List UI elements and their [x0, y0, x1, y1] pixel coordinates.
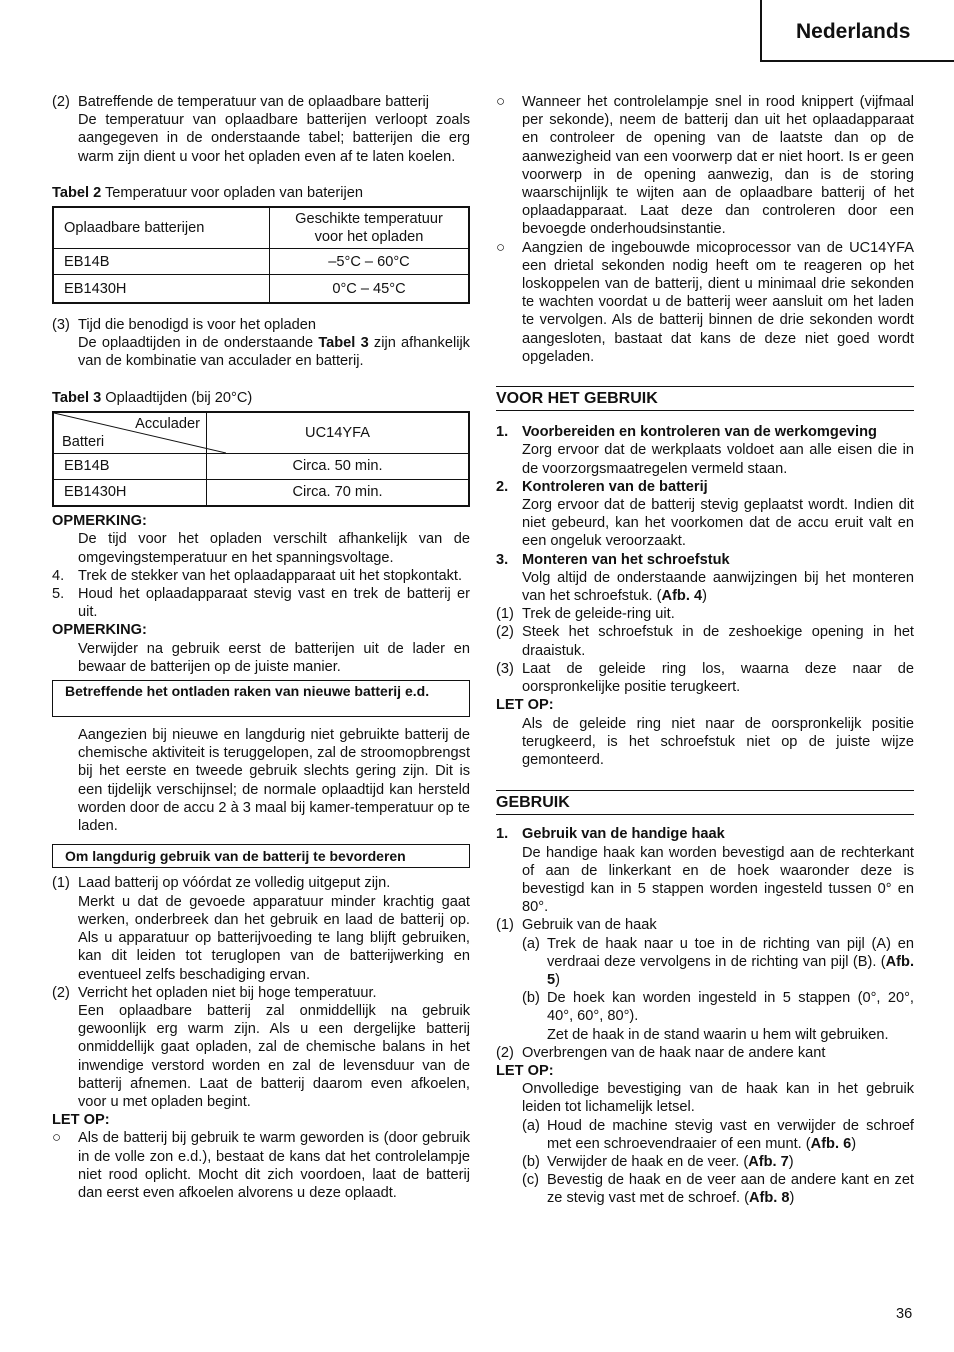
sub-item-letter: (c) — [522, 1172, 540, 1189]
item-text: Zorg ervoor dat de batterij stevig geplaatst wordt. Indien dit niet gebeurd, kan het voorkomen dat de accu eruit valt en een ongeluk veroorzaakt. — [522, 497, 914, 550]
item-number: (2) — [496, 1044, 514, 1061]
note-label-text: OPMERKING — [52, 513, 142, 530]
note-label: OPMERKING: — [52, 622, 147, 639]
item-title: Verricht het opladen niet bij hoge temperatuur. — [78, 984, 377, 1001]
section-charging-time — [52, 316, 470, 334]
item-text — [496, 569, 914, 605]
table2-caption-text: Temperatuur voor opladen van baterijen — [101, 184, 363, 201]
item-text: Een oplaadbare batterij zal onmiddellijk na gebruik gewoonlijk erg warm zijn. Als u een dergelijke batterij onmiddellijk gaat opladen, zal de chemische balans in het inwendige verstord worden en zal de levensduur van de batterij afnemen. Laat de batterij daarom even afkoelen, voor u met opladen begint. — [78, 1002, 470, 1110]
caution-label-text: LET OP — [496, 1062, 549, 1079]
charging-time-text — [52, 334, 470, 370]
diag-top-label: Acculader — [135, 415, 200, 432]
bullet-item — [52, 1129, 470, 1202]
list-item — [496, 605, 914, 623]
table3-caption-text: Oplaadtijden (bij 20°C) — [101, 389, 253, 406]
table-row — [53, 453, 469, 479]
note-label: OPMERKING: — [52, 513, 147, 530]
boxed-text: Aangezien bij nieuwe en langdurig niet gebruikte batterij de chemische aktiviteit is teruggelopen, zal de stroomopbrengst bij het eerste en tweede gebruik slechts gering zijn. Dit is een tijdelijk verschijnsel; de normale oplaadtijd kan hersteld worden door de accu 2 à 3 maal bij kamer-temperatuur op te laden. — [78, 727, 470, 835]
section-title: Batreffende de temperatuur van de oplaadbare batterij — [78, 94, 430, 110]
circle-bullet-icon: ○ — [52, 1129, 62, 1147]
text-run: De oplaadtijden in de onderstaande — [78, 335, 319, 352]
list-item — [52, 984, 470, 1002]
section-title: Tijd die benodigd is voor het opladen — [78, 316, 316, 333]
table2-header-battery: Oplaadbare batterijen — [53, 207, 270, 249]
item-number: (1) — [496, 606, 514, 623]
item-text: Als de batterij bij gebruik te warm geworden is (door gebruik in de volle zon e.d.), bestaat de kans dat het controlelampje niet rood oplicht. Mocht dit zich voordoen, laat de batterij dan eerst even afkoelen alvorens u deze oplaadt. — [78, 1130, 470, 1201]
list-item — [496, 916, 914, 934]
bullet-item — [496, 239, 914, 366]
table2-caption — [52, 184, 470, 202]
sub-item-letter: (b) — [522, 990, 540, 1007]
list-item — [496, 478, 914, 496]
text-run: Verwijder de haak en de veer. ( — [547, 1153, 749, 1170]
figure-ref: Afb. 7 — [748, 1153, 789, 1170]
section-heading: VOOR HET GEBRUIK — [496, 386, 914, 411]
text-run: ) — [851, 1135, 857, 1152]
item-title: Voorbereiden en kontroleren van de werkomgeving — [522, 424, 877, 441]
item-number: (2) — [496, 624, 514, 641]
item-text: Merkt u dat de gevoede apparatuur minder krachtig gaat werken, onderbreek dan het gebruik en laad de batterij op. Als u apparatuur op batterijvoeding te lang blijft gebruiken, kan dit leiden tot teruglopen van de batterijwerking en eventueel zelfs beschadiging ervan. — [78, 893, 470, 983]
item-number: 1. — [496, 424, 509, 441]
list-item — [496, 623, 914, 659]
item-title: Monteren van het schroefstuk — [522, 551, 730, 568]
figure-ref: Afb. 5 — [547, 953, 914, 988]
text-run: ) — [788, 1153, 794, 1170]
sub-item — [496, 1153, 914, 1171]
item-text: Aangzien de ingebouwde micoprocessor van de UC14YFA een drietal sekonden nodig heeft om te reageren op het loskoppelen van de batterij, dient u minimaal drie sekonden te wachten voordat u de batterij weer aansluit om het laden te vervolgen. Als de batterij binnen de drie sekonden wordt aangesloten, bastaat dat kans de deze niet goed wordt opgeladen. — [522, 239, 914, 365]
caution-label: LET OP: — [496, 1062, 554, 1079]
sub-item-letter: (a) — [522, 1117, 540, 1134]
table3-caption-label: Tabel 3 — [52, 389, 102, 406]
table-row — [53, 275, 469, 303]
table-ref: Tabel 3 — [318, 335, 369, 352]
list-item — [496, 551, 914, 569]
item-number: (1) — [496, 917, 514, 934]
figure-ref: Afb. 4 — [661, 588, 703, 605]
item-number: 2. — [496, 478, 509, 495]
item-text: Trek de geleide-ring uit. — [522, 606, 675, 623]
page-number: 36 — [896, 1306, 913, 1322]
list-item — [52, 567, 470, 585]
list-item — [496, 423, 914, 441]
sub-item-letter: (b) — [522, 1153, 540, 1170]
language-label: Nederlands — [796, 20, 911, 43]
sub-item-text — [547, 935, 914, 990]
table3-cell-battery: EB14B — [53, 453, 207, 479]
sub-item-letter: (a) — [522, 935, 540, 952]
table2-cell-temp: 0°C – 45°C — [270, 275, 470, 303]
item-text: De handige haak kan worden bevestigd aan de rechterkant of aan de linkerkant en de hoek waaronder deze is bevestigd kan in 5 stappen worden ingesteld tussen 0° en 80°. — [522, 844, 914, 916]
item-number: 5. — [52, 586, 65, 603]
item-title: Gebruik van de haak — [522, 917, 657, 934]
table3-diagonal-header — [53, 412, 207, 454]
item-number: (2) — [52, 984, 70, 1001]
boxed-heading: Betreffende het ontladen raken van nieuwe batterij e.d. — [52, 680, 470, 717]
sub-item — [496, 1117, 914, 1153]
text-run: ) — [555, 971, 560, 988]
item-text: Wanneer het controlelampje snel in rood knippert (vijfmaal per sekonde), neem de batterij dan uit het oplaadapparaat en controleer de opening van de laatste dan op de aanwezigheid van een voorwerp dat er niet hoort. Is er geen voorwerp in de opening aanwezig, dan is de storing waarschijnlijk te wijten aan de oplaadbare batterij of het oplaadapparaat. Laat deze dan controleren door een bevoegde onderhoudsinstantie. — [522, 94, 914, 238]
table-3 — [52, 411, 470, 508]
item-title: Kontroleren van de batterij — [522, 478, 708, 495]
circle-bullet-icon: ○ — [496, 238, 506, 256]
note-text: Verwijder na gebruik eerst de batterijen uit de lader en bewaar de batterijen op de juiste manier. — [78, 640, 470, 675]
list-item — [52, 585, 470, 621]
table3-cell-time: Circa. 70 min. — [207, 479, 470, 506]
item-title: Laad batterij op vóórdat ze volledig uitgeput zijn. — [78, 875, 391, 892]
circle-bullet-icon: ○ — [496, 93, 506, 110]
diag-bottom-label: Batteri — [62, 433, 105, 450]
item-text: Trek de stekker van het oplaadapparaat uit het stopkontakt. — [78, 567, 462, 584]
text-run: Trek de haak naar u toe in de richting van pijl (A) en verdraai deze vervolgens in de richting van pijl (B). ( — [547, 935, 914, 970]
list-item — [496, 660, 914, 696]
sub-item-text — [547, 1153, 914, 1171]
sub-item — [496, 989, 914, 1025]
table2-caption-label: Tabel 2 — [52, 184, 102, 201]
text-run: ) — [789, 1190, 795, 1207]
caution-text: Onvolledige bevestiging van de haak kan in het gebruik leiden tot lichamelijk letsel. — [522, 1081, 914, 1116]
table-row — [53, 249, 469, 275]
table2-header-temp-l2: voor het opladen — [314, 229, 424, 246]
table2-header-temp-l1: Geschikte temperatuur — [295, 211, 443, 228]
sub-item — [496, 935, 914, 990]
sub-item-text: Zet de haak in de stand waarin u hem wilt gebruiken. — [547, 1026, 889, 1043]
caution-label-text: LET OP — [52, 1112, 105, 1129]
language-tab — [760, 0, 954, 62]
temperature-text: De temperatuur van oplaadbare batterijen verloopt zoals aangegeven in de onderstaande tabel; batterijen die erg warm zijn dient u voor het opladen even af te laten koelen. — [78, 112, 470, 165]
item-text: Zorg ervoor dat de werkplaats voldoet aan alle eisen die in de voorzorgsmaatregelen vermeld staan. — [522, 442, 914, 477]
sub-item-text — [547, 1117, 914, 1153]
table3-caption — [52, 389, 470, 407]
sub-item — [496, 1171, 914, 1207]
bullet-item — [496, 93, 914, 239]
caution-label-text: LET OP — [496, 697, 549, 714]
table3-cell-time: Circa. 50 min. — [207, 453, 470, 479]
item-text: Steek het schroefstuk in de zeshoekige opening in het draaistuk. — [522, 624, 914, 659]
item-text: Laat de geleide ring los, waarna deze naar de oorspronkelijke positie terugkeert. — [522, 660, 914, 696]
right-column — [496, 93, 914, 1208]
boxed-heading: Om langdurig gebruik van de batterij te bevorderen — [52, 844, 470, 868]
figure-ref: Afb. 6 — [810, 1135, 852, 1152]
item-number: (2) — [52, 94, 70, 110]
text-run: Volg altijd de onderstaande aanwijzingen bij het monteren van het schroefstuk. ( — [522, 569, 914, 605]
table2-cell-temp: –5°C – 60°C — [270, 249, 470, 275]
text-run: Houd de machine stevig vast en verwijder de schroef met een schroevendraaier of een munt. ( — [547, 1117, 914, 1152]
section-temperature — [52, 93, 470, 111]
section-heading: GEBRUIK — [496, 790, 914, 815]
table-row — [53, 479, 469, 506]
note-label-text: OPMERKING — [52, 622, 142, 639]
list-item — [52, 874, 470, 892]
list-item — [496, 1044, 914, 1062]
figure-ref: Afb. 8 — [748, 1190, 790, 1207]
list-item — [496, 825, 914, 843]
text-run: Bevestig de haak en de veer aan de andere kant en zet ze stevig vast met de schroef. ( — [547, 1172, 914, 1207]
sub-item-text — [547, 1171, 914, 1207]
caution-label: LET OP: — [52, 1112, 110, 1129]
table2-header-temp — [270, 207, 470, 249]
table3-cell-battery: EB1430H — [53, 479, 207, 506]
item-number: 1. — [496, 826, 509, 843]
table2-cell-battery: EB1430H — [53, 275, 270, 303]
sub-item-text: De hoek kan worden ingesteld in 5 stappen (0°, 20°, 40°, 60°, 80°). — [547, 990, 914, 1025]
note-text: De tijd voor het opladen verschilt afhankelijk van de omgevingstemperatuur en het spanningsvoltage. — [78, 531, 470, 566]
table-2 — [52, 206, 470, 304]
left-column — [52, 93, 470, 1202]
item-number: (3) — [496, 660, 514, 677]
item-number: (3) — [52, 316, 70, 333]
item-number: (1) — [52, 875, 70, 892]
table3-header-charger: UC14YFA — [207, 412, 470, 454]
item-title: Gebruik van de handige haak — [522, 826, 725, 843]
item-number: 3. — [496, 551, 509, 568]
text-run: zijn afhankelijk van de kombinatie van acculader en batterij. — [78, 335, 470, 370]
caution-text: Als de geleide ring niet naar de oorspronkelijk positie terugkeerd, is het schroefstuk niet op de juiste wijze gemonteerd. — [522, 715, 914, 768]
caution-label: LET OP: — [496, 697, 554, 714]
item-text: Houd het oplaadapparaat stevig vast en trek de batterij er uit. — [78, 586, 470, 621]
item-number: 4. — [52, 567, 65, 584]
text-run: ) — [702, 588, 707, 605]
table2-cell-battery: EB14B — [53, 249, 270, 275]
item-title: Overbrengen van de haak naar de andere kant — [522, 1044, 826, 1061]
